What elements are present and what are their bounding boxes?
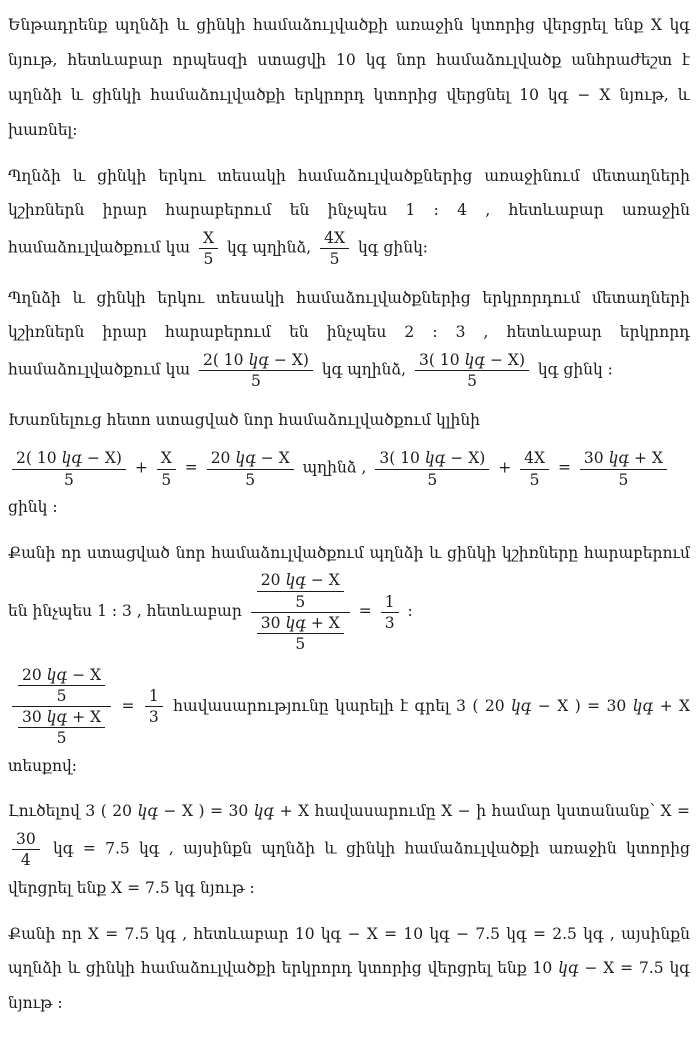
fraction	[257, 613, 344, 654]
text-run: − X = 7.5 կգ նյութ ։	[8, 959, 690, 1013]
fraction	[12, 448, 126, 489]
fraction	[257, 570, 344, 611]
text-run: 30	[260, 613, 286, 632]
italic-text-run: կգ	[608, 449, 630, 468]
text-run: Խառնելուց հետո ստացված նոր համաձուլվածքում կլինի	[8, 410, 481, 429]
italic-text-run: կգ	[248, 351, 269, 370]
fraction	[375, 448, 489, 489]
text-run: X	[160, 449, 172, 468]
fraction	[145, 686, 163, 727]
italic-text-run: կգ	[632, 696, 654, 715]
text-run: 20	[210, 449, 236, 468]
text-run: 5	[56, 729, 67, 748]
paragraph	[8, 159, 690, 270]
text-run: 3	[148, 708, 159, 727]
text-run: − X	[305, 571, 340, 590]
fraction-numerator	[199, 228, 218, 249]
text-run: 4X	[324, 229, 346, 248]
text-run: 5	[329, 250, 340, 269]
fraction-denominator	[12, 850, 40, 870]
italic-text-run: կգ	[558, 959, 579, 978]
italic-text-run: կգ	[253, 802, 275, 821]
text-run: կգ պղինձ,	[222, 238, 317, 257]
fraction-denominator	[145, 707, 163, 727]
fraction-numerator	[415, 350, 529, 371]
text-run: 3( 10	[379, 449, 425, 468]
paragraph	[8, 794, 690, 905]
italic-text-run: կգ	[137, 802, 158, 821]
text-run: 5	[245, 470, 256, 489]
text-run: Քանի որ X = 7.5 կգ , հետևաբար 10 կգ − X = 10 կգ − 7.5 կգ = 2.5 կգ , այսինքն պղնձի և ցինկի համաձուլվածքի երկրորդ կտորից վերցրել ենք 10	[8, 924, 690, 978]
text-run: 5	[295, 592, 306, 611]
text-run: 5	[203, 250, 214, 269]
fraction-denominator	[18, 728, 105, 748]
text-run: 30	[583, 449, 609, 468]
fraction-denominator	[520, 470, 549, 490]
fraction-denominator	[375, 470, 489, 490]
fraction	[199, 228, 218, 269]
text-run: 5	[618, 470, 629, 489]
fraction-denominator	[199, 249, 218, 269]
italic-text-run: կգ	[285, 571, 306, 590]
text-run: 3( 10	[419, 351, 465, 370]
text-run: Պղնձի և ցինկի երկու տեսակի համաձուլվածքներից առաջինում մետաղների կշիռներն իրար հարաբերում են ինչպես 1 : 4 , հետևաբար առաջին համաձուլվածքում կա	[8, 166, 690, 257]
text-run: 5	[161, 470, 172, 489]
italic-text-run: կգ	[424, 449, 446, 468]
fraction-denominator	[320, 249, 349, 269]
text-run: 4	[20, 851, 31, 870]
text-run: =	[553, 459, 576, 478]
text-run: 5	[56, 687, 67, 706]
text-run: 2( 10	[16, 449, 62, 468]
text-run: ։	[402, 602, 413, 621]
text-run: =	[115, 696, 141, 715]
fraction-numerator	[12, 829, 40, 850]
text-run: 5	[467, 372, 477, 391]
fraction	[18, 707, 105, 748]
paragraph	[8, 8, 690, 148]
text-run: + X	[629, 449, 663, 468]
fraction-denominator	[207, 470, 294, 490]
text-run: 30	[22, 708, 47, 727]
fraction-numerator	[580, 448, 667, 469]
text-run: Լուծելով 3 ( 20	[8, 802, 138, 821]
text-run: 3	[384, 613, 395, 632]
text-run: =	[179, 459, 203, 478]
text-run: 4X	[524, 449, 546, 468]
fraction	[12, 829, 40, 870]
text-run: − X ) = 30	[531, 696, 633, 715]
fraction-numerator	[12, 448, 126, 469]
fraction-denominator	[12, 707, 111, 748]
text-run: X	[202, 229, 215, 248]
italic-text-run: կգ	[285, 613, 306, 632]
text-run: 5	[251, 372, 261, 391]
text-run: + X	[305, 613, 340, 632]
fraction-denominator	[18, 686, 105, 706]
fraction-numerator	[207, 448, 294, 469]
text-run: +	[493, 459, 517, 478]
fraction	[157, 448, 176, 489]
fraction	[415, 350, 529, 391]
italic-text-run: կգ	[46, 708, 68, 727]
text-run: 2( 10	[202, 351, 249, 370]
text-run: − X	[255, 449, 290, 468]
paragraph	[8, 536, 690, 654]
text-run: 5	[529, 470, 540, 489]
text-run: − X)	[268, 351, 309, 370]
fraction	[18, 665, 105, 706]
text-run: կգ պղինձ,	[316, 360, 412, 379]
italic-text-run: կգ	[510, 696, 532, 715]
text-run: ցինկ ։	[8, 497, 58, 516]
fraction-numerator	[18, 665, 105, 686]
text-run: +	[129, 459, 153, 478]
text-run: 30	[16, 830, 36, 849]
text-run: − X)	[485, 351, 525, 370]
fraction-numerator	[199, 350, 313, 371]
text-run: պղինձ ,	[297, 459, 372, 478]
fraction-denominator	[257, 634, 344, 654]
fraction	[320, 228, 349, 269]
fraction	[251, 570, 350, 654]
text-run: 5	[295, 634, 306, 653]
fraction	[207, 448, 294, 489]
text-run: − X)	[82, 449, 122, 468]
italic-text-run: կգ	[464, 351, 486, 370]
italic-text-run: կգ	[46, 666, 68, 685]
text-run: Քանի որ ստացված նոր համաձուլվածքում պղնձի և ցինկի կշիռները հարաբերում են ինչպես 1 : 3 , հետևաբար	[8, 543, 690, 621]
solution-document	[8, 8, 690, 1021]
paragraph	[8, 917, 690, 1022]
fraction-numerator	[520, 448, 549, 469]
italic-text-run: կգ	[61, 449, 83, 468]
italic-text-run: կգ	[235, 449, 256, 468]
text-run: հավասարությունը կարելի է գրել 3 ( 20	[166, 696, 511, 715]
fraction-denominator	[12, 470, 126, 490]
paragraph	[8, 665, 690, 783]
text-run: + X հավասարումը X − ի համար կստանանք՝ X =	[274, 802, 690, 821]
fraction-numerator	[18, 707, 105, 728]
text-run: կգ ցինկ։	[353, 238, 429, 257]
paragraph	[8, 403, 690, 438]
text-run: Ենթադրենք պղնձի և ցինկի համաձուլվածքի առաջին կտորից վերցրել ենք X կգ նյութ, հետևաբար որպեսզի ստացվի 10 կգ նոր համաձուլվածք անհրաժեշտ է պղնձի և ցինկի համաձուլվածքի երկրորդ կտորից վերցնել 10 կգ − X նյութ, և խառնել։	[8, 16, 690, 139]
text-run: 1	[148, 687, 159, 706]
fraction	[381, 592, 399, 633]
fraction-denominator	[251, 613, 350, 654]
fraction-numerator	[145, 686, 163, 707]
paragraph	[8, 281, 690, 392]
fraction-numerator	[257, 613, 344, 634]
text-run: Պղնձի և ցինկի երկու տեսակի համաձուլվածքներից երկրորդում մետաղների կշիռներն իրար հարաբերում են ինչպես 2 : 3 , հետևաբար երկրորդ համաձուլվածքում կա	[8, 288, 690, 379]
text-run: =	[353, 602, 377, 621]
fraction	[580, 448, 667, 489]
paragraph	[8, 448, 690, 524]
text-run: կգ = 7.5 կգ , այսինքն պղնձի և ցինկի համաձուլվածքի առաջին կտորից վերցրել ենք X = 7.5 կգ նյութ ։	[8, 839, 690, 897]
fraction-numerator	[375, 448, 489, 469]
fraction-numerator	[12, 665, 111, 707]
fraction-denominator	[157, 470, 176, 490]
text-run: − X)	[445, 449, 486, 468]
fraction-numerator	[381, 592, 399, 613]
text-run: 5	[427, 470, 438, 489]
text-run: 5	[64, 470, 74, 489]
text-run: կգ ցինկ ։	[533, 360, 613, 379]
fraction-denominator	[580, 470, 667, 490]
fraction-denominator	[199, 371, 313, 391]
text-run: + X	[67, 708, 102, 727]
text-run: 20	[22, 666, 47, 685]
fraction-denominator	[415, 371, 529, 391]
fraction-numerator	[257, 570, 344, 591]
fraction-denominator	[257, 592, 344, 612]
text-run: + X տեսքով։	[8, 696, 690, 775]
text-run: − X	[67, 666, 102, 685]
text-run: − X ) = 30	[158, 802, 254, 821]
text-run: 20	[260, 571, 286, 590]
fraction-numerator	[251, 570, 350, 612]
fraction	[520, 448, 549, 489]
fraction	[12, 665, 111, 749]
fraction-numerator	[157, 448, 176, 469]
fraction-numerator	[320, 228, 349, 249]
fraction-denominator	[381, 613, 399, 633]
fraction	[199, 350, 313, 391]
text-run: 1	[384, 592, 395, 611]
